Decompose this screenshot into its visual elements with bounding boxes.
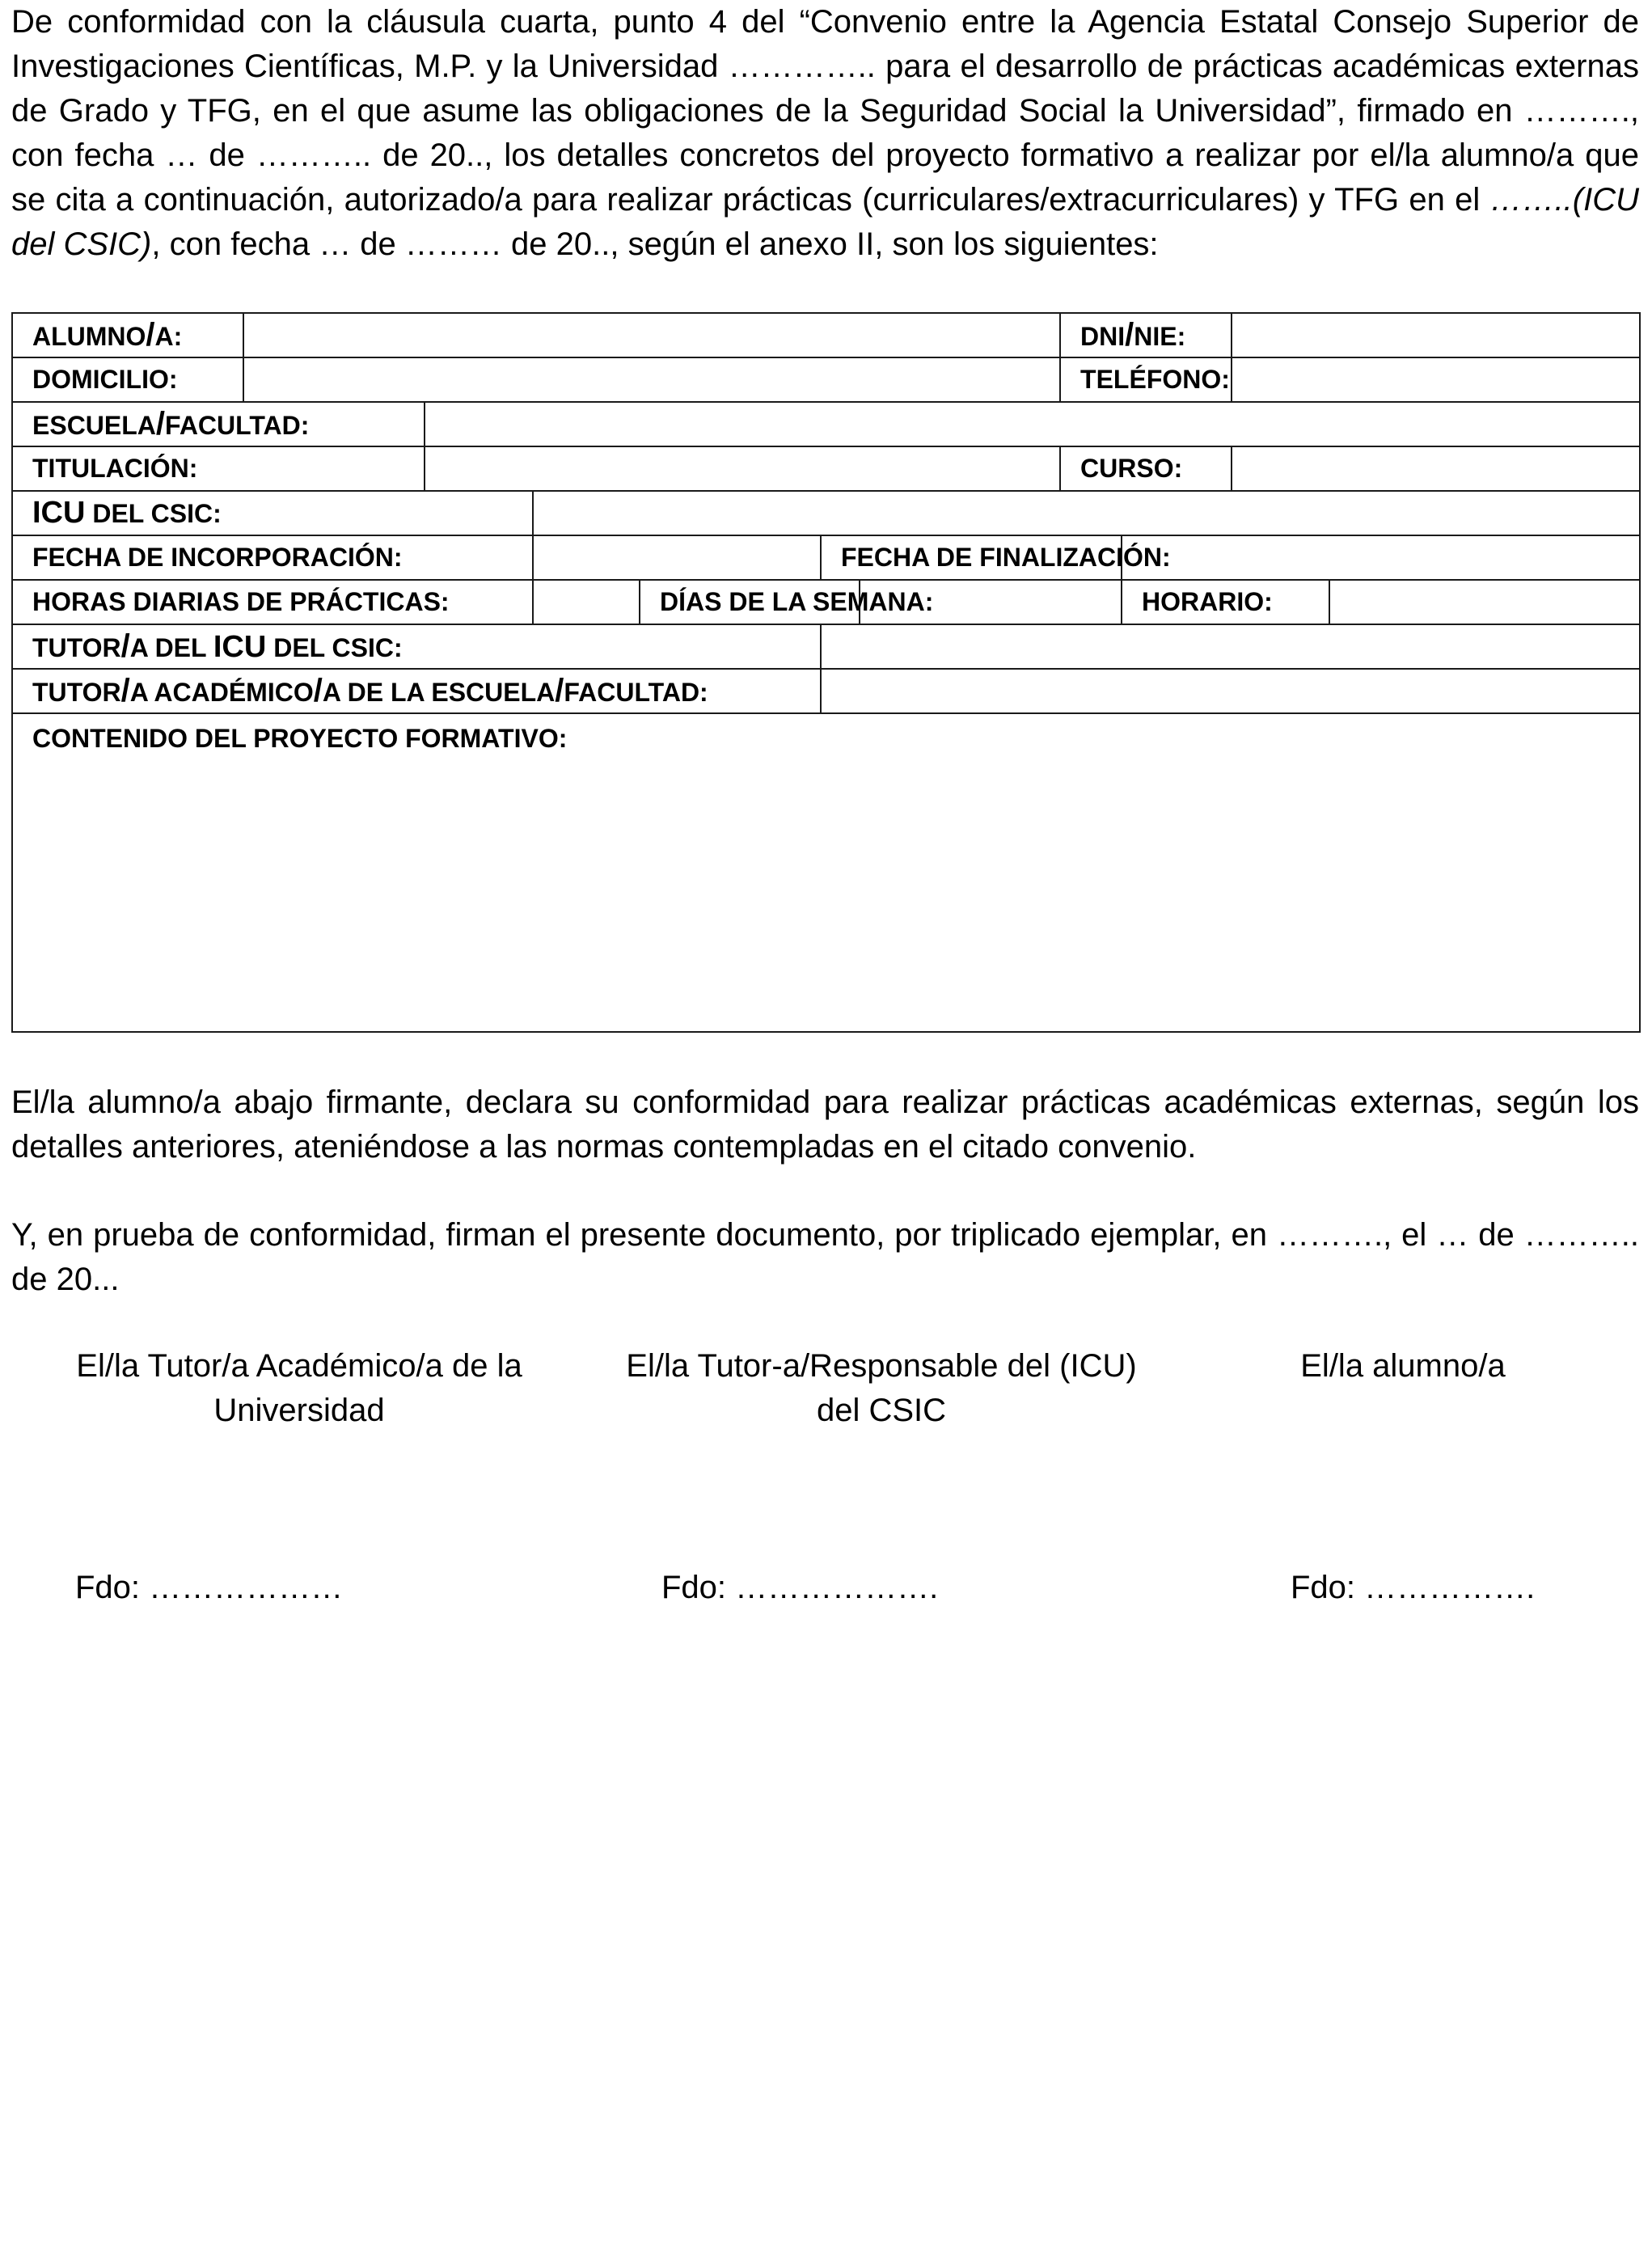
intro-paragraph (11, 0, 1639, 267)
row-escuela (12, 402, 1640, 446)
label-tutor-academico: TUTOR/A ACADÉMICO/A DE LA ESCUELA/FACULTAD: (12, 669, 821, 713)
field-tutor-icu[interactable] (821, 624, 1640, 669)
conformity-paragraph: Y, en prueba de conformidad, firman el presente documento, por triplicado ejemplar, en ………., el … de ……….. de 20... (11, 1217, 1639, 1297)
label-dias-semana: DÍAS DE LA SEMANA: (640, 580, 860, 624)
field-icu[interactable] (533, 491, 1640, 535)
row-fechas (12, 535, 1640, 580)
signature-line-tutor-academico[interactable]: Fdo: ……………… (75, 1570, 344, 1605)
label-fecha-finalizacion: FECHA DE FINALIZACIÓN: (821, 535, 1122, 580)
field-horas-diarias[interactable] (533, 580, 640, 624)
label-titulacion: TITULACIÓN: (12, 446, 425, 491)
row-horas (12, 580, 1640, 624)
row-tutor-icu (12, 624, 1640, 669)
field-telefono[interactable] (1232, 357, 1640, 402)
row-domicilio (12, 357, 1640, 402)
label-horas-diarias: HORAS DIARIAS DE PRÁCTICAS: (12, 580, 533, 624)
signature-title-tutor-academico: El/la Tutor/a Académico/a de la Universidad (76, 1348, 522, 1428)
row-icu (12, 491, 1640, 535)
label-alumno: ALUMNO/A: (12, 313, 243, 357)
row-tutor-academico (12, 669, 1640, 713)
field-alumno[interactable] (243, 313, 1060, 357)
field-fecha-finalizacion[interactable] (1122, 535, 1640, 580)
label-tutor-icu: TUTOR/A DEL ICU DEL CSIC: (12, 624, 821, 669)
field-dni[interactable] (1232, 313, 1640, 357)
row-titulacion (12, 446, 1640, 491)
label-curso: CURSO: (1060, 446, 1232, 491)
row-contenido (12, 713, 1640, 1032)
intro-text-italic: ……..(ICU del CSIC) (11, 182, 1639, 262)
row-alumno (12, 313, 1640, 357)
signature-title-tutor-csic: El/la Tutor-a/Responsable del (ICU) del CSIC (626, 1348, 1137, 1428)
field-contenido-proyecto[interactable] (12, 713, 1640, 1032)
field-domicilio[interactable] (243, 357, 1060, 402)
label-dni: DNI/NIE: (1060, 313, 1232, 357)
signature-title-alumno: El/la alumno/a (1300, 1348, 1506, 1384)
label-escuela: ESCUELA/FACULTAD: (12, 402, 425, 446)
label-fecha-incorporacion: FECHA DE INCORPORACIÓN: (12, 535, 533, 580)
training-project-form (11, 312, 1641, 1033)
label-horario: HORARIO: (1122, 580, 1329, 624)
field-fecha-incorporacion[interactable] (533, 535, 821, 580)
intro-text-1: De conformidad con la cláusula cuarta, punto 4 del “Convenio entre la Agencia Estatal Consejo Superior de Investigaciones Científicas, M.P. y la Universidad ………….. para el desarrollo de prácticas académicas externas de Grado y TFG, en el que asume las obligaciones de la Seguridad Social la Universidad”, firmado en ………., con fecha … de ……….. de 20.., los detalles concretos del proyecto formativo a realizar por el/la alumno/a que se cita a continuación, autorizado/a para realizar prácticas (curriculares/extracurriculares) y TFG en el (11, 4, 1639, 218)
signature-line-alumno[interactable]: Fdo: ……………. (1291, 1570, 1536, 1605)
field-escuela[interactable] (425, 402, 1640, 446)
label-telefono: TELÉFONO: (1060, 357, 1232, 402)
field-titulacion[interactable] (425, 446, 1060, 491)
field-tutor-academico[interactable] (821, 669, 1640, 713)
label-icu: ICU DEL CSIC: (12, 491, 533, 535)
label-domicilio: DOMICILIO: (12, 357, 243, 402)
field-horario[interactable] (1329, 580, 1640, 624)
label-contenido: CONTENIDO DEL PROYECTO FORMATIVO: (32, 724, 568, 753)
field-curso[interactable] (1232, 446, 1640, 491)
signature-line-tutor-csic[interactable]: Fdo: ………………. (661, 1570, 939, 1605)
intro-text-2: , con fecha … de ……… de 20.., según el anexo II, son los siguientes: (151, 226, 1159, 262)
declaration-paragraph: El/la alumno/a abajo firmante, declara su conformidad para realizar prácticas académicas externas, según los detalles anteriores, ateniéndose a las normas contempladas en el citado convenio. (11, 1084, 1639, 1165)
